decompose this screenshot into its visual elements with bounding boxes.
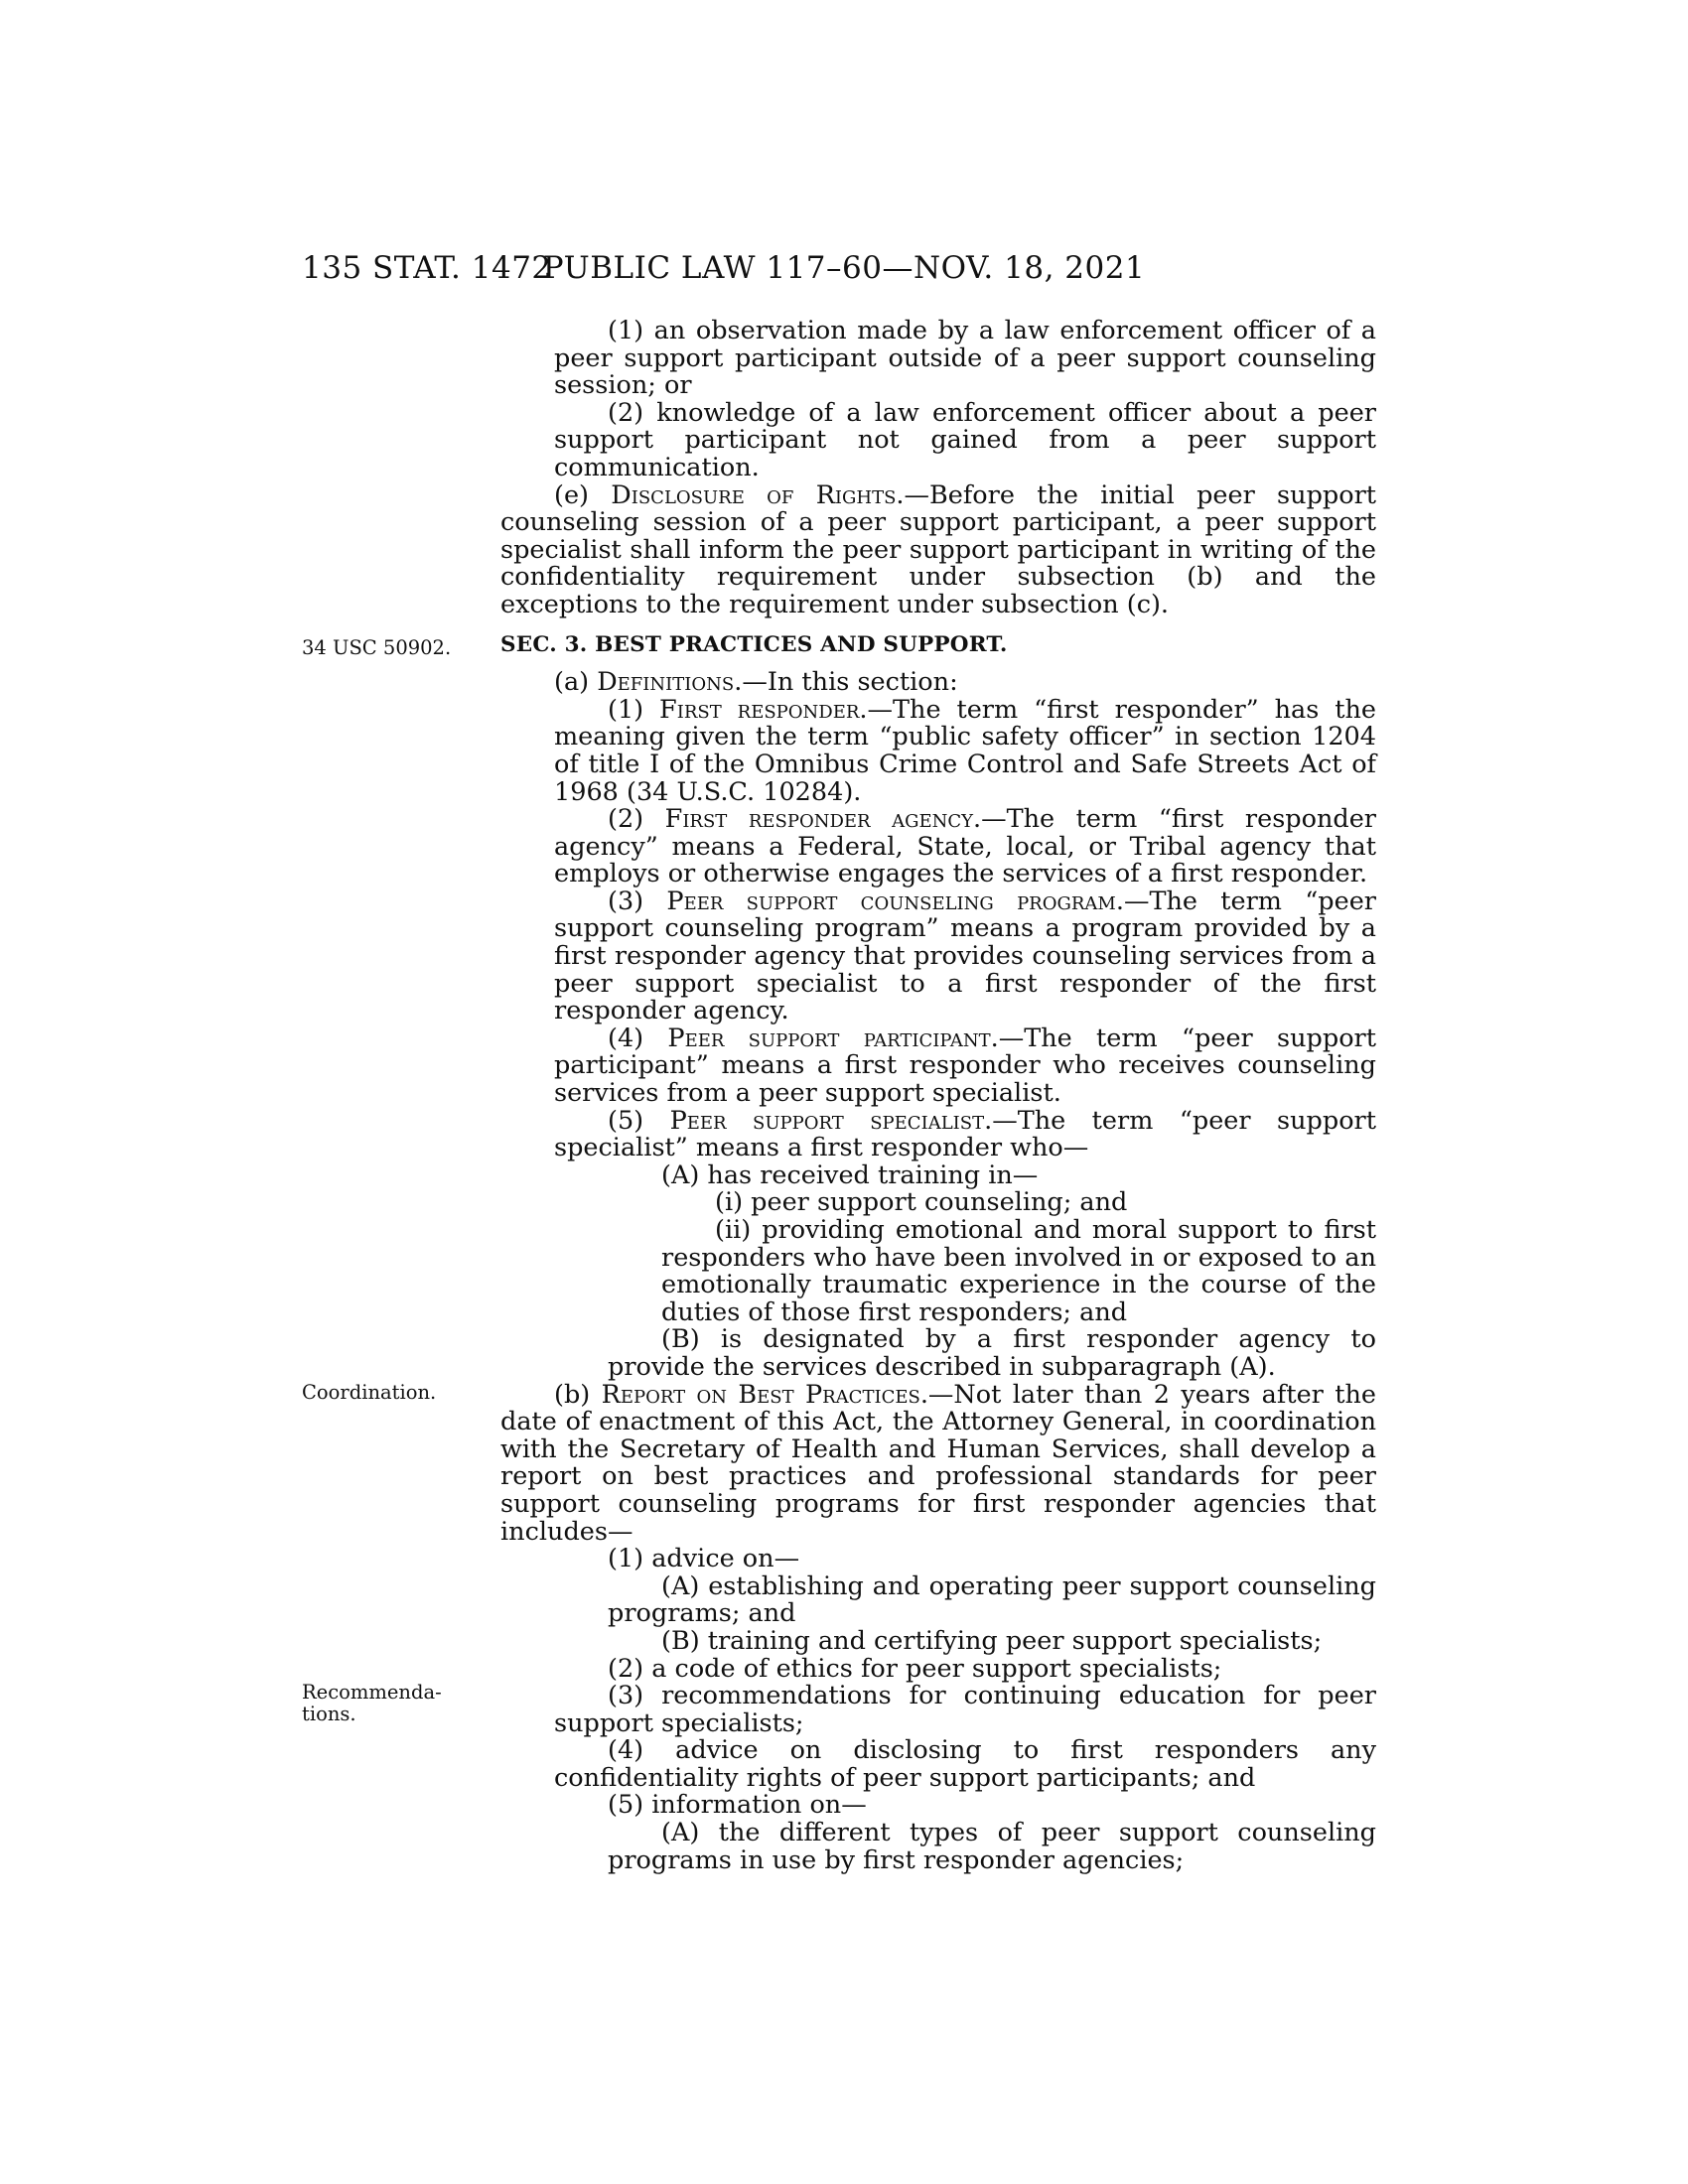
subsection-text: .—In this section: <box>734 667 958 698</box>
subsection-heading: Definitions <box>597 667 735 698</box>
page-title: PUBLIC LAW 117–60—NOV. 18, 2021 <box>542 250 1146 286</box>
definition-text: .—The term “first responder” has the meaning given the term “public safety officer” in section 1204 of title I of the Omnibus Crime Control and Safe Streets Act of 1968 (34 U.S.C. 10284). <box>554 694 1376 807</box>
margin-note-line: tions. <box>302 1703 356 1725</box>
margin-note-line: Recommenda- <box>302 1681 442 1704</box>
definition-text: .—The term “peer support counseling program” means a program provided by a first responder agency that provides counseling services from a peer support specialist to a first responder of the first responder agency. <box>554 886 1376 1026</box>
statute-body <box>500 318 1376 1874</box>
paragraph-b5: (5) information on— <box>608 1790 867 1821</box>
subsection-e <box>500 479 1377 619</box>
subparagraph-b1B: (B) training and certifying peer support specialists; <box>661 1625 1323 1656</box>
subparagraph-5B: (B) is designated by a first responder agency to provide the services described in subparagraph (A). <box>608 1324 1376 1382</box>
definition-5 <box>500 1105 1376 1163</box>
paragraph-d2: (2) knowledge of a law enforcement officer about a peer support participant not gained from a peer support communication. <box>554 397 1376 482</box>
subsection-text: .—Before the initial peer support counseling session of a peer support participant, a peer support specialist shall inform the peer support participant in writing of the confidentiality requirement under subsection (b) and the exceptions to the requirement under subsection (c). <box>500 479 1377 619</box>
definition-3 <box>500 888 1376 1025</box>
subparagraph-b5A: (A) the different types of peer support counseling programs in use by first responder agencies; <box>608 1818 1376 1875</box>
margin-note-recommendations <box>302 1682 461 1725</box>
subsection-a <box>500 669 1376 697</box>
paragraph-label: (5) <box>608 1105 670 1136</box>
clause-5Aii: (ii) providing emotional and moral support to first responders who have been involved in or exposed to an emotionally traumatic experience in the course of the duties of those first responders; and <box>661 1215 1376 1327</box>
definition-text: .—The term “peer support specialist” means a first responder who— <box>554 1105 1376 1163</box>
subparagraph-b1A: (A) establishing and operating peer support counseling programs; and <box>608 1570 1376 1629</box>
subsection-heading: Disclosure of Rights <box>611 479 897 510</box>
subsection-text: .—Not later than 2 years after the date of enactment of this Act, the Attorney General, in coordination with the Secretary of Health and Human Services, shall develop a report on best practices and professional standards for peer support counseling programs for first responder agencies that includes— <box>500 1379 1377 1547</box>
subsection-heading: Report on Best Practices <box>601 1379 920 1410</box>
definition-heading: Peer support participant <box>667 1023 991 1053</box>
definition-heading: First responder <box>659 694 860 725</box>
definition-heading: First responder agency <box>664 804 974 835</box>
paragraph-label: (4) <box>608 1023 668 1053</box>
definition-heading: Peer support counseling program <box>666 886 1116 916</box>
paragraph-label: (3) <box>608 886 667 916</box>
subsection-label: (a) <box>554 667 598 698</box>
paragraph-b1: (1) advice on— <box>608 1544 800 1574</box>
subsection-label: (b) <box>554 1379 602 1410</box>
section-heading: SEC. 3. BEST PRACTICES AND SUPPORT. <box>500 631 1008 657</box>
paragraph-label: (1) <box>608 694 660 725</box>
definition-4 <box>500 1025 1376 1108</box>
margin-note-coordination: Coordination. <box>302 1381 437 1404</box>
page-citation: 135 STAT. 1472 <box>302 250 552 286</box>
paragraph-d1: (1) an observation made by a law enforcement officer of a peer support participant outside of a peer support counseling session; or <box>554 316 1376 401</box>
definition-text: .—The term “first responder agency” means a Federal, State, local, or Tribal agency that employs or otherwise engages the services of a first responder. <box>554 804 1376 889</box>
definition-heading: Peer support specialist <box>669 1105 985 1136</box>
subsection-label: (e) <box>554 479 612 510</box>
paragraph-b2: (2) a code of ethics for peer support specialists; <box>608 1653 1222 1684</box>
paragraph-b4: (4) advice on disclosing to first responders any confidentiality rights of peer support participants; and <box>554 1735 1376 1793</box>
paragraph-label: (2) <box>608 804 665 835</box>
subsection-b <box>500 1379 1377 1547</box>
paragraph-b3: (3) recommendations for continuing education for peer support specialists; <box>554 1681 1376 1738</box>
clause-5Ai: (i) peer support counseling; and <box>715 1187 1128 1218</box>
definition-1 <box>500 694 1376 807</box>
definition-2 <box>500 806 1376 888</box>
subparagraph-5A: (A) has received training in— <box>661 1160 1039 1190</box>
margin-note-usc: 34 USC 50902. <box>302 636 452 659</box>
definition-text: .—The term “peer support participant” means a first responder who receives counseling services from a peer support specialist. <box>554 1023 1376 1109</box>
